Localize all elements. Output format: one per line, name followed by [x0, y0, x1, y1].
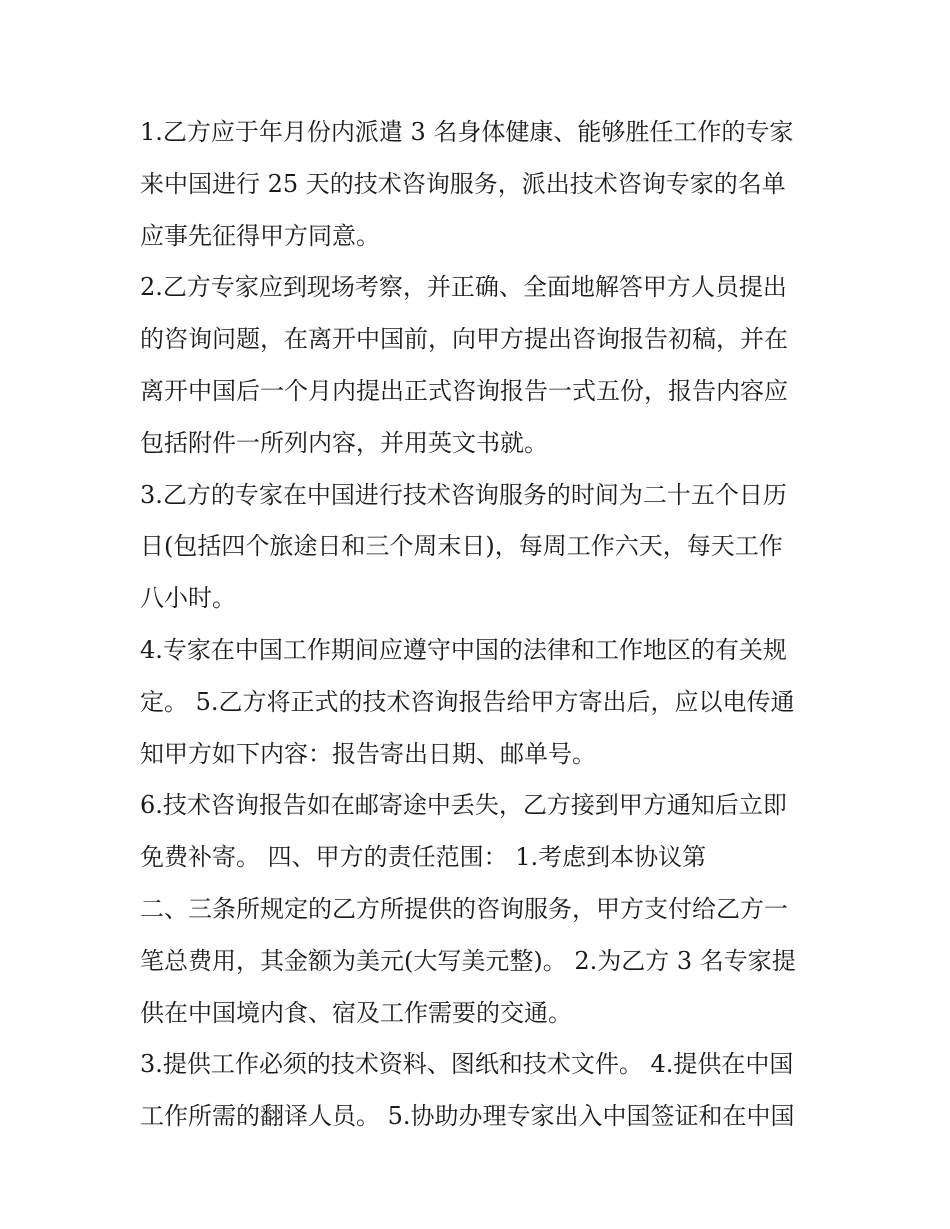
text-line: 免费补寄。 四、甲方的责任范围： 1.考虑到本协议第 [140, 843, 707, 872]
text-line: 供在中国境内食、宿及工作需要的交通。 [140, 998, 572, 1027]
text-line: 日(包括四个旅途日和三个周末日)，每周工作六天，每天工作 [140, 532, 783, 561]
text-line: 3.乙方的专家在中国进行技术咨询服务的时间为二十五个日历 [140, 480, 787, 509]
text-line: 离开中国后一个月内提出正式咨询报告一式五份，报告内容应 [140, 376, 788, 405]
text-line: 来中国进行 25 天的技术咨询服务，派出技术咨询专家的名单 [140, 169, 786, 198]
text-line: 2.乙方专家应到现场考察，并正确、全面地解答甲方人员提出 [140, 273, 787, 302]
text-line: 笔总费用，其金额为美元(大写美元整)。 2.为乙方 3 名专家提 [140, 946, 796, 975]
text-line: 二、三条所规定的乙方所提供的咨询服务，甲方支付给乙方一 [140, 894, 788, 923]
text-line: 定。 5.乙方将正式的技术咨询报告给甲方寄出后，应以电传通 [140, 687, 795, 716]
text-line: 3.提供工作必须的技术资料、图纸和技术文件。 4.提供在中国 [140, 1050, 794, 1079]
text-line: 工作所需的翻译人员。 5.协助办理专家出入中国签证和在中国 [140, 1102, 795, 1131]
document-body [140, 107, 820, 1143]
text-line: 应事先征得甲方同意。 [140, 221, 380, 250]
text-line: 1.乙方应于年月份内派遣 3 名身体健康、能够胜任工作的专家 [140, 118, 794, 146]
text-line: 八小时。 [140, 584, 236, 613]
text-line: 包括附件一所列内容，并用英文书就。 [140, 428, 548, 457]
text-line: 6.技术咨询报告如在邮寄途中丢失，乙方接到甲方通知后立即 [140, 791, 787, 820]
text-line: 知甲方如下内容：报告寄出日期、邮单号。 [140, 739, 596, 768]
text-line: 4.专家在中国工作期间应遵守中国的法律和工作地区的有关规 [140, 635, 787, 664]
text-line: 的咨询问题，在离开中国前，向甲方提出咨询报告初稿，并在 [140, 325, 788, 354]
